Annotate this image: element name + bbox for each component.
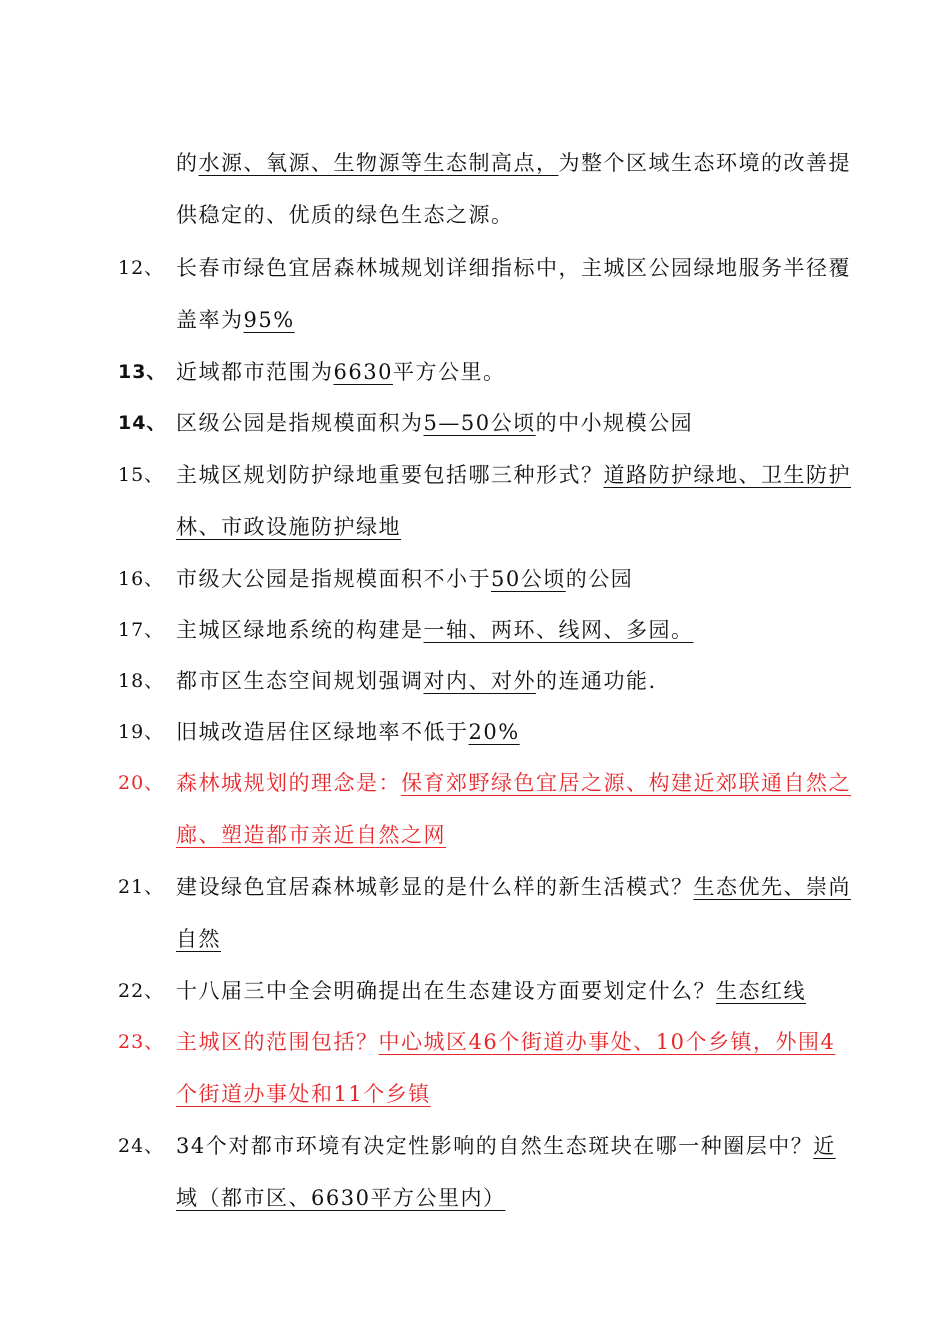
text-run: 长春市绿色宜居森林城规划详细指标中，主城区公园绿地服务半径覆: [176, 256, 851, 280]
cont-11-line-2: 供稳定的、优质的绿色生态之源。: [176, 203, 514, 227]
text-run: 主城区绿地系统的构建是: [176, 618, 424, 642]
text-run: 为整个区域生态环境的改善提: [558, 151, 851, 175]
item-13-line-1: [176, 357, 505, 387]
underlined-answer: 近: [813, 1134, 836, 1158]
text-run: 盖率为: [176, 308, 244, 332]
text-run: 区级公园是指规模面积为: [176, 411, 424, 435]
text-run: 平方公里。: [392, 360, 506, 384]
item-20-line-1: [176, 768, 851, 798]
text-run: 34个对都市环境有决定性影响的自然生态斑块在哪一种圈层中？: [176, 1134, 814, 1158]
item-19-number: 19、: [118, 721, 165, 743]
underlined-answer: 生态优先、崇尚: [693, 875, 851, 899]
text-run: 的中小规模公园: [535, 411, 694, 435]
item-15-line-2: [176, 512, 401, 542]
item-24-number: 24、: [118, 1135, 165, 1157]
cont-11-line-1: [176, 148, 851, 178]
underlined-answer: 域（都市区、6630平方公里内）: [176, 1186, 506, 1210]
text-run: 市级大公园是指规模面积不小于: [176, 567, 491, 591]
underlined-answer: 个街道办事处和11个乡镇: [176, 1082, 431, 1106]
item-13-number: 13、: [118, 361, 167, 383]
item-15-number: 15、: [118, 464, 165, 486]
item-21-number: 21、: [118, 876, 165, 898]
underlined-answer: 95%: [243, 308, 295, 332]
text-run: 旧城改造居住区绿地率不低于: [176, 720, 469, 744]
underlined-answer: 保育郊野绿色宜居之源、构建近郊联通自然之: [401, 771, 851, 795]
underlined-answer: 廊、塑造都市亲近自然之网: [176, 823, 446, 847]
item-12-line-1: [176, 253, 851, 283]
item-12-line-2: [176, 305, 295, 335]
item-20-line-2: [176, 820, 446, 850]
item-15-line-1: [176, 460, 851, 490]
text-run: 建设绿色宜居森林城彰显的是什么样的新生活模式？: [176, 875, 694, 899]
text-run: 近域都市范围为: [176, 360, 334, 384]
item-14-line-1: [176, 408, 693, 438]
text-run: 的连通功能.: [536, 669, 657, 693]
item-23-number: 23、: [118, 1031, 165, 1053]
underlined-answer: 50公顷: [491, 567, 566, 591]
item-22-number: 22、: [118, 980, 165, 1002]
underlined-answer: 水源、氧源、生物源等生态制高点，: [198, 151, 559, 175]
item-16-line-1: [176, 564, 633, 594]
item-23-line-2: [176, 1079, 431, 1109]
item-24-line-1: [176, 1131, 836, 1161]
text-run: 都市区生态空间规划强调: [176, 669, 424, 693]
underlined-answer: 生态红线: [716, 979, 806, 1003]
text-run: 森林城规划的理念是：: [176, 771, 401, 795]
item-16-number: 16、: [118, 568, 165, 590]
item-18-number: 18、: [118, 670, 165, 692]
item-22-line-1: [176, 976, 806, 1006]
text-run: 主城区规划防护绿地重要包括哪三种形式？: [176, 463, 604, 487]
underlined-answer: 道路防护绿地、卫生防护: [603, 463, 851, 487]
underlined-answer: 林、市政设施防护绿地: [176, 515, 401, 539]
underlined-answer: 一轴、两环、线网、多园。: [423, 618, 694, 642]
item-21-line-1: [176, 872, 851, 902]
text-run: 十八届三中全会明确提出在生态建设方面要划定什么？: [176, 979, 716, 1003]
underlined-answer: 5—50公顷: [423, 411, 536, 435]
underlined-answer: 自然: [176, 927, 221, 951]
item-17-line-1: [176, 615, 694, 645]
underlined-answer: 20%: [468, 720, 520, 744]
item-21-line-2: [176, 924, 221, 954]
underlined-answer: 对内、对外: [423, 669, 536, 693]
item-19-line-1: [176, 717, 520, 747]
text-run: 的: [176, 151, 199, 175]
underlined-answer: 中心城区46个街道办事处、10个乡镇，外围4: [378, 1030, 836, 1054]
item-18-line-1: [176, 666, 657, 696]
item-17-number: 17、: [118, 619, 165, 641]
item-20-number: 20、: [118, 772, 165, 794]
item-24-line-2: [176, 1183, 505, 1213]
item-14-number: 14、: [118, 412, 167, 434]
underlined-answer: 6630: [333, 360, 393, 384]
text-run: 的公园: [565, 567, 634, 591]
item-12-number: 12、: [118, 257, 165, 279]
text-run: 主城区的范围包括？: [176, 1030, 379, 1054]
item-23-line-1: [176, 1027, 835, 1057]
